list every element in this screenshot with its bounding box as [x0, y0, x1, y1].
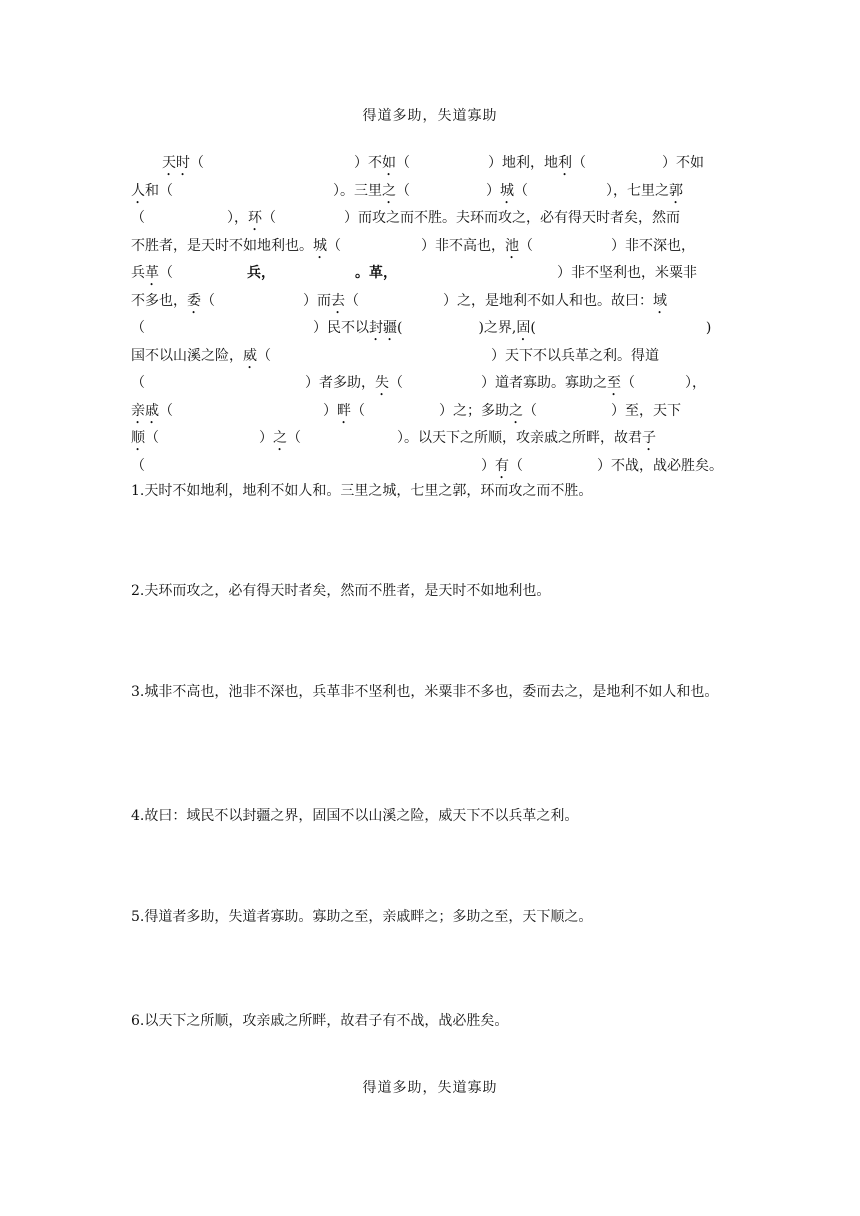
dotted-char: 之 [382, 182, 396, 199]
passage-text: ）。三里 [333, 182, 382, 199]
passage-line [131, 205, 731, 233]
dotted-char: 去 [331, 292, 345, 309]
bracket-open: （ [523, 402, 537, 419]
dotted-char: 固 [516, 320, 531, 336]
passage-line [131, 288, 731, 316]
translation-question: 1.天时不如地利，地利不如人和。三里之城，七里之郭，环而攻之而不胜。 [131, 483, 593, 499]
dotted-char: 之 [509, 402, 523, 419]
bracket-open: ( [530, 320, 536, 336]
passage-line [131, 398, 731, 426]
dotted-char: 城 [500, 182, 514, 199]
translation-question: 4.故曰：域民不以封疆之界，固国不以山溪之险，威天下不以兵革之利。 [131, 808, 579, 824]
passage-line [131, 370, 731, 398]
bracket-open: （ [327, 237, 341, 254]
passage-text: )之界, [478, 320, 517, 336]
dotted-char: 畔 [337, 402, 351, 419]
passage-line [131, 453, 731, 481]
passage-text: ）道者寡助。寡助之 [481, 375, 607, 391]
dotted-char: 城 [313, 237, 327, 254]
bracket-open: （ [159, 265, 173, 281]
passage-line [131, 150, 731, 178]
passage-line [131, 315, 731, 343]
bracket-open: （ [389, 375, 403, 391]
dotted-char: 域 [653, 292, 667, 309]
dotted-char: 人 [131, 182, 145, 199]
bracket-open: （ [131, 457, 145, 474]
translation-question: 6.以天下之所顺，攻亲戚之所畔，故君子有不战，战必胜矣。 [131, 1013, 509, 1029]
dotted-char: 之 [273, 430, 287, 446]
dotted-char: 时 [176, 155, 190, 171]
passage-text: ）非不坚利也，米粟非 [557, 265, 697, 281]
dotted-char: 亲戚 [131, 402, 159, 419]
bracket-close: ） [323, 402, 337, 419]
bracket-open: （ [131, 210, 145, 226]
bracket-open: （ [159, 402, 173, 419]
passage-text: ）， [227, 210, 248, 226]
dotted-char: 顺 [131, 430, 145, 446]
footer-title: 得道多助，失道寡助 [362, 1080, 498, 1096]
dotted-char: 委 [187, 292, 201, 309]
passage-text: 不多也， [131, 292, 187, 309]
bracket-open: （ [396, 182, 410, 199]
passage-line [131, 178, 731, 206]
passage-text: ）民不以 [313, 320, 369, 336]
dotted-char: 池 [505, 237, 519, 254]
dotted-char: 郭 [669, 182, 683, 199]
passage-text: 国不以山溪之险， [131, 347, 243, 364]
bracket-open: （ [351, 402, 365, 419]
translation-question: 5.得道者多助，失道者寡助。寡助之至，亲戚畔之；多助之至，天下顺之。 [131, 909, 593, 925]
passage-text: ）之，是地利不如人和也。故曰： [443, 292, 653, 309]
dotted-char: 革 [145, 265, 159, 281]
passage-text: ）。以天下之所顺，攻亲戚之所畔，故君 [397, 430, 642, 446]
dotted-char: 疆 [383, 320, 397, 336]
bracket-open: （ [145, 430, 159, 446]
passage-text: ），七里之 [606, 182, 669, 199]
bracket-close: ) [705, 320, 712, 336]
bracket-open: ( [397, 320, 403, 336]
passage-text: ） [486, 182, 500, 199]
passage-text: ）地利，地 [488, 155, 558, 171]
dotted-char: ）有（ [481, 457, 523, 474]
dotted-char: 封 [369, 320, 383, 336]
bracket-close: ） [259, 430, 273, 446]
bracket-open: （ [345, 292, 359, 309]
passage-text: 和（ [145, 182, 173, 199]
dotted-char: 失 [375, 375, 389, 391]
passage-text: ）非不深也， [611, 237, 695, 254]
passage-text: 。革， [355, 265, 397, 281]
dotted-char: 如 [382, 155, 396, 171]
bracket-open: （ [131, 320, 145, 336]
passage-text: 不胜者，是天时不如地利也。 [131, 237, 313, 254]
dotted-char: 至 [607, 375, 621, 391]
bracket-open: （ [190, 155, 204, 171]
passage-text: ）者多助， [305, 375, 375, 391]
passage-text: ）而攻之而不胜。夫环而攻之，必有得天时者矣，然而 [344, 210, 680, 226]
bracket-open: （ [201, 292, 215, 309]
passage-text: ）天下不以兵革之利。得道 [491, 347, 659, 364]
bracket-open: （ [257, 347, 271, 364]
passage-line [131, 260, 731, 288]
dotted-char: 天 [162, 155, 176, 171]
passage-text: ）而 [303, 292, 331, 309]
passage-line [131, 233, 731, 261]
passage-text: ）不战，战必胜矣。 [597, 457, 723, 474]
translation-question: 2.夫环而攻之，必有得天时者矣，然而不胜者，是天时不如地利也。 [131, 583, 551, 599]
passage-text: ）非不高也， [421, 237, 505, 254]
bracket-open: （ [621, 375, 635, 391]
bracket-open: （ [396, 155, 410, 171]
dotted-char: 环 [248, 210, 262, 226]
bracket-open: （ [131, 375, 145, 391]
page-title: 得道多助，失道寡助 [362, 108, 498, 124]
dotted-char: 威 [243, 347, 257, 364]
passage-text: ）至，天下 [611, 402, 681, 419]
passage-text: 兵 [131, 265, 145, 281]
passage-line [131, 343, 731, 371]
passage-text: 兵， [247, 265, 275, 281]
bracket-open: （ [262, 210, 276, 226]
fill-in-passage [131, 150, 731, 480]
passage-text: ）不 [354, 155, 382, 171]
bracket-open: （ [572, 155, 586, 171]
dotted-char: 子 [642, 430, 656, 446]
passage-text: ）之；多助 [439, 402, 509, 419]
passage-text: ）不如 [662, 155, 704, 171]
passage-line [131, 425, 731, 453]
bracket-open: （ [519, 237, 533, 254]
dotted-char: 利 [558, 155, 572, 171]
bracket-open: （ [287, 430, 301, 446]
bracket-open: （ [514, 182, 528, 199]
passage-text: ）， [685, 375, 706, 391]
translation-question: 3.城非不高也，池非不深也，兵革非不坚利也，米粟非不多也，委而去之，是地利不如人和也。 [131, 684, 719, 700]
